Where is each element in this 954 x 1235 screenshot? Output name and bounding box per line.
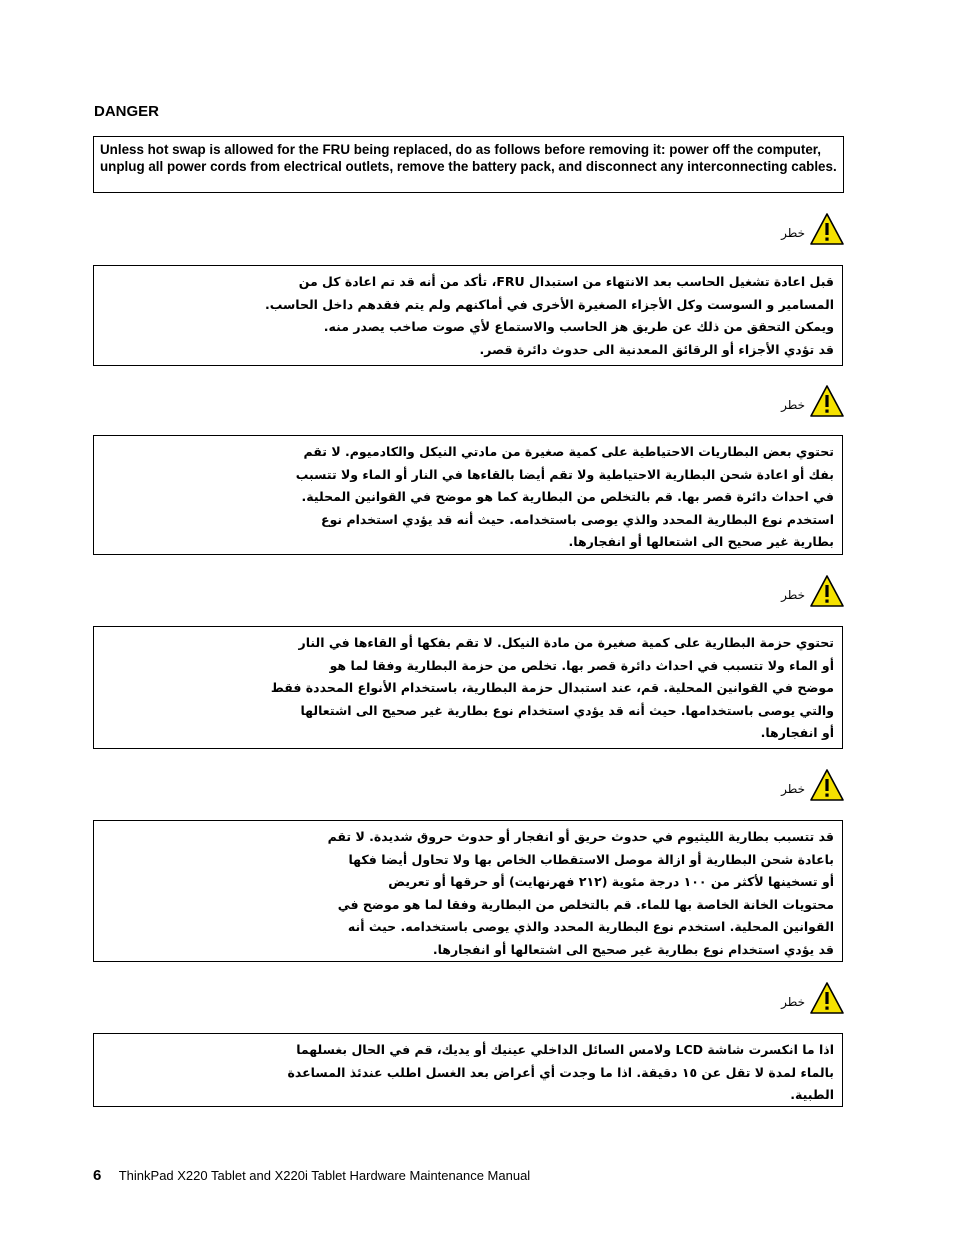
page-footer xyxy=(93,1167,530,1184)
warning-text-line: استخدم نوع البطارية المحدد والذي يوصى باستخدامه. حيث أنه قد يؤدي استخدام نوع xyxy=(321,511,834,527)
warning-text-line: القوانين المحلية. استخدم نوع البطارية المحدد والذي يوصى باستخدامه. حيث أنه xyxy=(347,919,834,935)
warning-label: خطر xyxy=(781,995,805,1009)
danger-notice-text: Unless hot swap is allowed for the FRU being replaced, do as follows before removing it: power off the computer, unplug all power cords from electrical outlets, remove the battery pack, and disconnect any interconnecting cables. xyxy=(100,142,837,174)
arabic-warning-box-3 xyxy=(93,626,843,749)
warning-text-line: قد تتسبب بطارية الليثيوم في حدوث حريق أو انفجار أو حدوث حروق شديدة. لا تقم xyxy=(327,829,834,844)
warning-text-line: المسامير و السوست وكل الأجزاء الصغيرة الأخرى في أماكنهم ولم يتم فقدهم داخل الحاسب. xyxy=(264,296,834,312)
warning-text-line: اذا ما انكسرت شاشة LCD ولامس السائل الداخلي عينيك أو يديك، قم في الحال بغسلهما xyxy=(296,1042,834,1057)
warning-text-line: موضح في القوانين المحلية. قم، عند استبدال حزمة البطارية، باستخدام الأنواع المحددة فقط xyxy=(270,680,834,696)
warning-text-line: بطارية غير صحيح الى اشتعالها أو انفجارها. xyxy=(568,534,834,550)
warning-marker-2 xyxy=(760,384,845,420)
warning-text-line: تحتوي بعض البطاريات الاحتياطية على كمية صغيرة من مادتي النيكل والكادميوم. لا تقم xyxy=(303,444,834,459)
warning-text-line: والتي يوصى باستخدامها. حيث أنه قد يؤدي استخدام نوع بطارية غير صحيح الى اشتعالها xyxy=(300,702,834,718)
warning-label: خطر xyxy=(781,398,805,412)
danger-notice-box xyxy=(93,136,844,193)
warning-triangle-icon xyxy=(809,384,845,418)
warning-triangle-icon xyxy=(809,212,845,246)
page-number: 6 xyxy=(93,1167,102,1184)
warning-triangle-icon xyxy=(809,768,845,802)
warning-label: خطر xyxy=(781,226,805,240)
danger-heading: DANGER xyxy=(94,103,160,120)
warning-text-line: بفك أو اعادة شحن البطارية الاحتياطية ولا تقم أيضا بالقاءها في النار أو الماء ولا تتسبب xyxy=(295,466,834,482)
arabic-warning-box-1 xyxy=(93,265,843,366)
warning-text-line: تحتوي حزمة البطارية على كمية صغيرة من مادة النيكل. لا تقم بفكها أو القاءها في النار xyxy=(298,635,834,650)
warning-marker-5 xyxy=(760,981,845,1017)
warning-triangle-icon xyxy=(809,981,845,1015)
warning-text-line: أو تسخينها لأكثر من ١٠٠ درجة مئوية (٢١٢ فهرنهايت) أو حرقها أو تعريض xyxy=(388,874,834,890)
warning-text-line: ويمكن التحقق من ذلك عن طريق هز الحاسب والاستماع لأي صوت صاخب يصدر منه. xyxy=(323,319,834,335)
warning-text-line: باعادة شحن البطارية أو ازالة موصل الاستقطاب الخاص بها ولا تحاول أيضا فكها xyxy=(348,851,834,867)
warning-marker-3 xyxy=(760,574,845,610)
warning-text-line: قد تؤدي الأجزاء أو الرقائق المعدنية الى حدوث دائرة قصر. xyxy=(479,341,834,357)
warning-text-line: أو الماء ولا تتسبب في احداث دائرة قصر بها. تخلص من حزمة البطارية وفقا لما هو xyxy=(329,657,834,673)
warning-text-line: محتويات الخانة الخاصة بها للماء. قم بالتخلص من البطارية وفقا لما هو موضح في xyxy=(337,896,834,912)
warning-label: خطر xyxy=(781,588,805,602)
warning-text-line: قبل اعادة تشغيل الحاسب بعد الانتهاء من استبدال FRU، تأكد من أنه قد تم اعادة كل من xyxy=(298,274,834,289)
warning-triangle-icon xyxy=(809,574,845,608)
warning-text-line: بالماء لمدة لا تقل عن ١٥ دقيقة. اذا ما وجدت أي أعراض بعد الغسل اطلب عندئذ المساعدة xyxy=(287,1064,834,1080)
warning-text-line: الطبية. xyxy=(790,1087,834,1103)
warning-text-line: في احداث دائرة قصر بها. قم بالتخلص من البطارية كما هو موضح في القوانين المحلية. xyxy=(301,489,834,505)
arabic-warning-box-5 xyxy=(93,1033,843,1107)
warning-marker-1 xyxy=(760,212,845,248)
arabic-warning-box-2 xyxy=(93,435,843,555)
warning-label: خطر xyxy=(781,782,805,796)
warning-text-line: قد يؤدي استخدام نوع بطارية غير صحيح الى اشتعالها أو انفجارها. xyxy=(432,941,834,957)
arabic-warning-box-4 xyxy=(93,820,843,962)
warning-marker-4 xyxy=(760,768,845,804)
manual-title: ThinkPad X220 Tablet and X220i Tablet Hardware Maintenance Manual xyxy=(118,1168,531,1183)
warning-text-line: أو انفجارها. xyxy=(760,725,834,741)
